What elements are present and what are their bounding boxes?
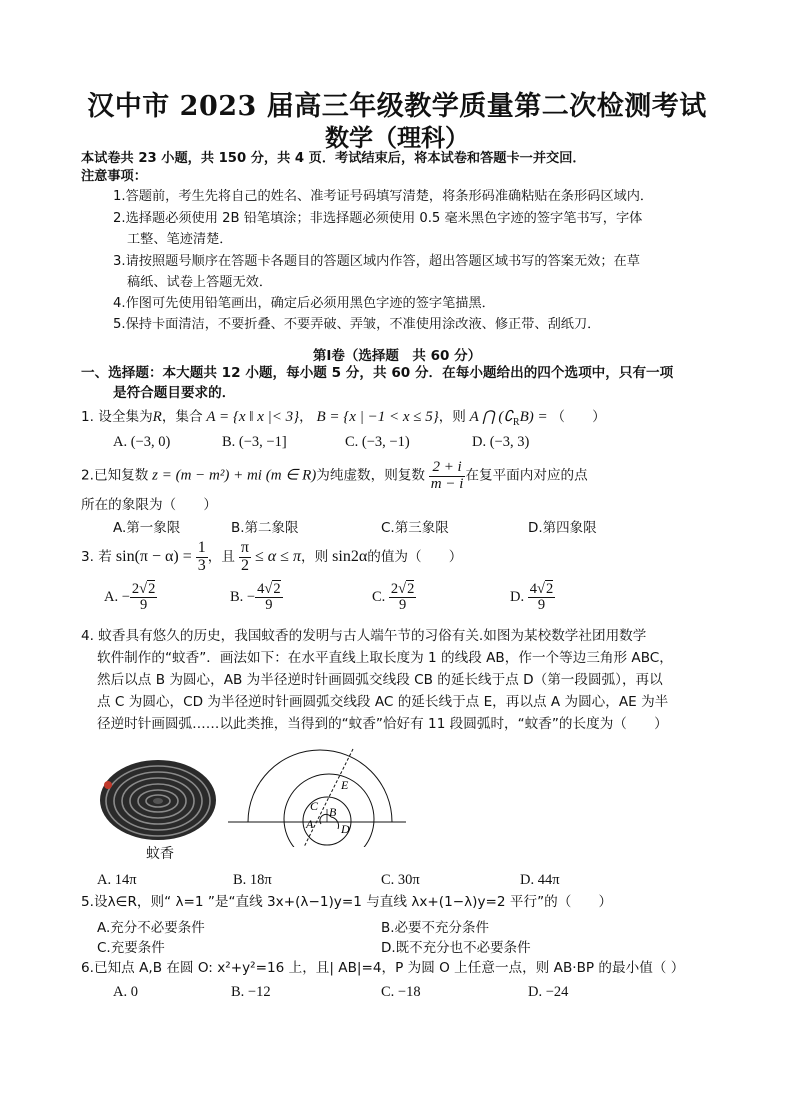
question-4-line-2: 软件制作的“蚊香”．画法如下：在水平直线上取长度为 1 的线段 AB，作一个等边三角形 ABC， <box>97 650 673 666</box>
question-4-line-4: 点 C 为圆心，CD 为半径逆时针画圆弧交线段 AC 的延长线于点 E，再以点 A 为圆心，AE 为半 <box>97 694 669 710</box>
section-title: 第Ⅰ卷（选择题 共 60 分） <box>312 348 482 364</box>
question-6-option-b: B. −12 <box>231 984 271 1000</box>
question-5-stem: 5.设λ∈R，则“ λ=1 ”是“直线 3x+(λ−1)y=1 与直线 λx+(1−λ)y=2 平行”的（ ） <box>81 894 613 910</box>
question-2-stem: 2.已知复数 z = (m − m²) + mi (m ∈ R)为纯虚数，则复数 $\frac{2 + i}{m - i}$ 在复平面内对应的点 <box>81 459 588 492</box>
question-5-option-c: C.充要条件 <box>97 940 165 956</box>
question-5-option-b: B.必要不充分条件 <box>381 920 490 936</box>
notice-item-1: 1.答题前，考生先将自己的姓名、准考证号码填写清楚，将条形码准确粘贴在条形码区域内． <box>113 189 654 204</box>
question-5-option-a: A.充分不必要条件 <box>97 920 205 936</box>
question-2-option-c: C.第三象限 <box>381 520 449 536</box>
mosquito-coil-image <box>98 755 220 847</box>
notice-item-2: 2.选择题必须使用 2B 铅笔填涂；非选择题必须使用 0.5 毫米黑色字迹的签字笔书写，字体 <box>113 211 643 226</box>
label-d: D <box>341 822 350 836</box>
question-3-option-c: C. $\frac{2√2}{9}$ <box>372 581 415 614</box>
question-4-option-c: C. 30π <box>381 872 420 888</box>
exam-title: 汉中市 2023 届高三年级教学质量第二次检测考试 <box>87 91 707 122</box>
exam-subtitle: 数学（理科） <box>325 123 469 152</box>
section-intro-2: 是符合题目要求的． <box>113 385 236 401</box>
question-6-option-a: A. 0 <box>113 984 138 1000</box>
question-4-option-d: D. 44π <box>520 872 560 888</box>
question-3-option-b: B. − $\frac{4√2}{9}$ <box>230 581 281 614</box>
label-a: A <box>306 817 314 831</box>
question-1-stem: 1. 设全集为R，集合 A = {x ‖ x |< 3}， B = {x | −1 < x ≤ 5}，则 A ⋂ $(∁_RB)$ = （ ） <box>81 409 606 428</box>
question-3-option-a: A. − $\frac{2√2}{9}$ <box>104 581 156 614</box>
label-c: C <box>310 799 319 813</box>
notice-item-3: 3.请按照题号顺序在答题卡各题目的答题区域内作答，超出答题区域书写的答案无效；在草 <box>113 254 640 269</box>
question-3-option-d: D. $\frac{4√2}{9}$ <box>510 581 554 614</box>
question-6-stem: 6.已知点 A,B 在圆 O: x²+y²=16 上，且| AB|=4，P 为圆 O 上任意一点，则 AB·BP 的最小值（ ） <box>81 960 685 976</box>
question-2-option-d: D.第四象限 <box>528 520 597 536</box>
question-4-line-1: 4. 蚊香具有悠久的历史，我国蚊香的发明与古人端午节的习俗有关.如图为某校数学社团用数学 <box>81 628 647 644</box>
question-4-line-5: 径逆时针画圆弧……以此类推，当得到的“蚊香”恰好有 11 段圆弧时，“蚊香”的长度为（ ） <box>97 716 668 732</box>
notice-item-5: 5.保持卡面清洁，不要折叠、不要弄破、弄皱，不准使用涂改液、修正带、刮纸刀． <box>113 317 601 332</box>
notice-item-3-cont: 稿纸、试卷上答题无效． <box>127 275 273 290</box>
question-4-option-a: A. 14π <box>97 872 137 888</box>
section-intro-1: 一、选择题：本大题共 12 小题，每小题 5 分，共 60 分．在每小题给出的四个选项中，只有一项 <box>81 365 674 381</box>
question-3-value-fraction: $\frac{1}{3}$ <box>197 539 206 574</box>
notice-item-2-cont: 工整、笔迹清楚． <box>127 232 233 247</box>
question-2-fraction: $\frac{2 + i}{m - i}$ <box>430 459 464 492</box>
question-3-range-fraction: $\frac{\pi}{2}$ <box>240 539 249 574</box>
question-2-option-b: B.第二象限 <box>231 520 299 536</box>
label-b: B <box>329 805 337 819</box>
question-4-option-b: B. 18π <box>233 872 272 888</box>
question-1-option-c: C. (−3, −1) <box>345 434 410 450</box>
label-e: E <box>341 778 349 792</box>
notice-item-4: 4.作图可先使用铅笔画出，确定后必须用黑色字迹的签字笔描黑． <box>113 296 495 311</box>
question-4-line-3: 然后以点 B 为圆心，AB 为半径逆时针画圆弧交线段 CB 的延长线于点 D（第一段圆弧），再以 <box>97 672 663 688</box>
notice-heading: 注意事项： <box>81 169 147 184</box>
question-1-option-a: A. (−3, 0) <box>113 434 171 450</box>
spiral-geometry-figure <box>228 747 408 847</box>
question-2-stem-cont: 所在的象限为（ ） <box>81 497 217 513</box>
question-1-option-d: D. (−3, 3) <box>472 434 530 450</box>
question-3-stem: 3. 若 sin(π − α) = $\frac{1}{3}$ ，且 $\frac{\pi}{2}$ ≤ α ≤ π，则 sin2α的值为（ ） <box>81 539 463 574</box>
question-6-option-d: D. −24 <box>528 984 569 1000</box>
question-1-option-b: B. (−3, −1] <box>222 434 287 450</box>
exam-intro: 本试卷共 23 小题，共 150 分，共 4 页．考试结束后，将本试卷和答题卡一并交回． <box>81 151 586 166</box>
figure-caption: 蚊香 <box>146 846 174 862</box>
question-6-option-c: C. −18 <box>381 984 421 1000</box>
question-5-option-d: D.既不充分也不必要条件 <box>381 940 531 956</box>
question-2-option-a: A.第一象限 <box>113 520 181 536</box>
